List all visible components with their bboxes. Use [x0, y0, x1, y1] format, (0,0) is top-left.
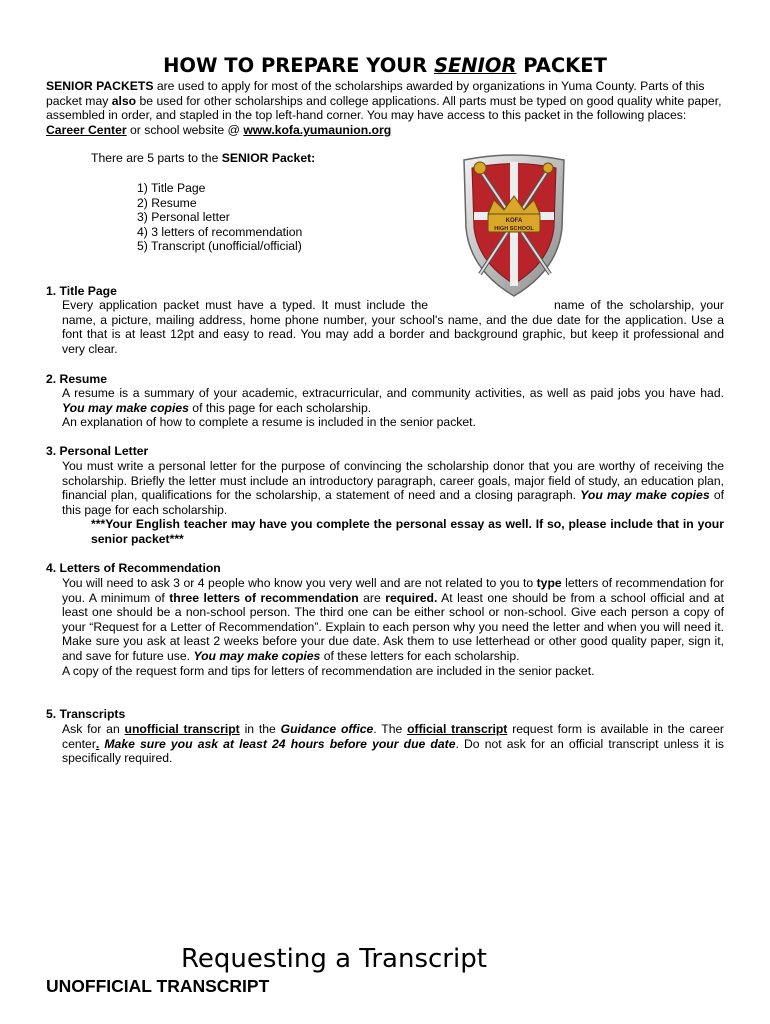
school-crest-logo — [458, 150, 570, 298]
section-heading-personal-letter: 3. Personal Letter — [46, 444, 149, 458]
list-item: 5) Transcript (unofficial/official) — [137, 239, 302, 254]
section-heading-transcripts: 5. Transcripts — [46, 707, 126, 721]
crest-text-line2: HIGH SCHOOL — [494, 226, 534, 232]
parts-intro: There are 5 parts to the SENIOR Packet: — [91, 151, 316, 165]
section-heading-letters-of-recommendation: 4. Letters of Recommendation — [46, 561, 221, 575]
crest-text-line1: KOFA — [505, 218, 523, 224]
list-item: 4) 3 letters of recommendation — [137, 224, 303, 239]
section-body-resume: A resume is a summary of your academic, extracurricular, and community activities, as well as paid jobs you have had. You may make copies of this page for each scholarship. An explanation of how to complete a resume is included in the senior packet. — [62, 386, 724, 430]
page-title: HOW TO PREPARE YOUR SENIOR PACKET — [163, 54, 607, 77]
section-body-personal-letter: You must write a personal letter for the purpose of convincing the scholarship donor that you are worthy of receiving the scholarship. Briefly the letter must include an introductory paragraph, career goals, major field of study, an education plan, financial plan, qualifications for the scholarship, a statement of need and a closing paragraph. You may make copies of this page for each scholarship. ***Your English teacher may have you complete the personal essay as well. If so, please include that in your senior packet*** — [62, 459, 724, 546]
english-teacher-notice: ***Your English teacher may have you complete the personal essay as well. If so, please include that in your senior packet*** — [91, 517, 724, 546]
list-item: 2) Resume — [137, 195, 197, 210]
list-item: 3) Personal letter — [137, 210, 230, 225]
list-item: 1) Title Page — [137, 181, 206, 195]
unofficial-transcript-heading: UNOFFICIAL TRANSCRIPT — [46, 976, 270, 996]
section-heading-title-page: 1. Title Page — [46, 284, 117, 298]
section-body-letters-of-recommendation: You will need to ask 3 or 4 people who know you very well and are not related to you to type letters of recommendation for you. A minimum of three letters of recommendation are required. At least one should be from a school official and at least one should be a non-school person. The third one can be either school or non-school. Give each person a copy of your “Request for a Letter of Recommendation”. Explain to each person why you need the letter and when you will need it. Make sure you ask at least 2 weeks before your due date. Ask them to use letterhead or other good quality paper, sign it, and save for future use. You may make copies of these letters for each scholarship. A copy of the request form and tips for letters of recommendation are included in the senior packet. — [62, 576, 724, 678]
section-heading-resume: 2. Resume — [46, 372, 107, 386]
parts-list — [137, 181, 302, 254]
intro-paragraph: SENIOR PACKETS are used to apply for most of the scholarships awarded by organizations in Yuma County. Parts of this packet may also be used for other scholarships and college applications. All parts must be typed on good quality white paper, assembled in order, and stapled in the top left-hand corner. You may have access to this packet in the following places: Career Center or school website @ www.kofa.yumaunion.org — [46, 79, 722, 137]
career-center-text: Career Center — [46, 122, 127, 137]
title-emphasis: SENIOR — [433, 54, 517, 77]
website-link[interactable]: www.kofa.yumaunion.org — [243, 122, 392, 137]
requesting-transcript-title: Requesting a Transcript — [181, 944, 487, 974]
section-body-transcripts: Ask for an unofficial transcript in the Guidance office. The official transcript request form is available in the career center. Make sure you ask at least 24 hours before your due date. Do not ask for an official transcript unless it is specifically required. — [62, 722, 725, 766]
section-body-title-page: Every application packet must have a typed. It must include the name of the scholarship, your name, a picture, mailing address, home phone number, your school's name, and the due date for the application. Use a font that is at least 12pt and easy to read. You may add a border and background graphic, but keep it professional and very clear. — [62, 298, 724, 356]
